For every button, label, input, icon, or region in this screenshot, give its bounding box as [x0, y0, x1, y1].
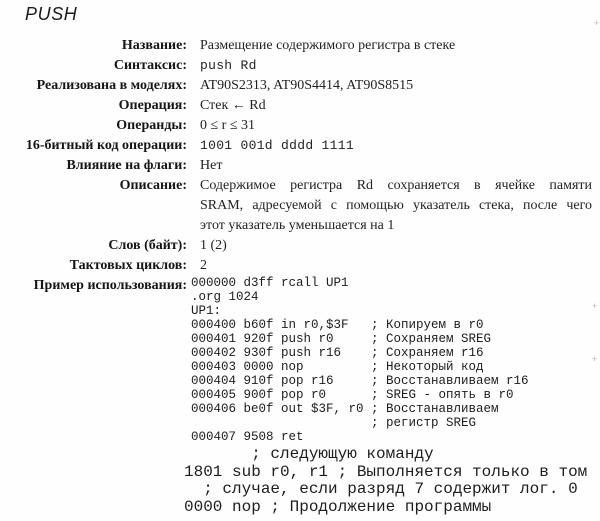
spec-row-description: [0, 176, 600, 236]
code-line: 0000 nop ; Продолжение программы: [184, 497, 492, 516]
code-line: 000000 d3ff rcall UP1: [191, 276, 349, 290]
instruction-spec-table: [0, 36, 600, 444]
spec-value-name: Размещение содержимого регистра в стеке: [200, 38, 456, 53]
scan-artifact: +: [592, 301, 598, 311]
scan-artifact: +: [594, 18, 600, 28]
code-line: .org 1024: [191, 290, 259, 304]
spec-label-models: Реализована в моделях:: [36, 78, 187, 93]
page-title: PUSH: [25, 4, 78, 24]
spec-value-example: [191, 276, 592, 444]
code-line: 000403 0000 nop ; Некоторый код: [191, 360, 484, 374]
code-line: ; случае, если разряд 7 содержит лог. 0: [184, 480, 578, 498]
spec-value-syntax: push Rd: [200, 58, 257, 73]
spec-label-example: Пример использования:: [33, 278, 187, 293]
code-line: 000402 930f push r16 ; Сохраняем r16: [191, 346, 484, 360]
spec-label-name: Название:: [121, 38, 187, 53]
code-line: ; регистр SREG: [191, 416, 477, 430]
spec-row-example: [0, 276, 600, 444]
code-line: 000404 910f pop r16 ; Восстанавливаем r16: [191, 374, 529, 388]
spec-label-syntax: Синтаксис:: [113, 58, 187, 73]
spec-label-operands: Операнды:: [116, 118, 187, 133]
spec-value-models: AT90S2313, AT90S4414, AT90S8515: [200, 78, 414, 93]
code-line: 000400 b60f in r0,$3F ; Копируем в r0: [191, 318, 484, 332]
spec-label-operation: Операция:: [118, 98, 187, 113]
spec-value-words: 1 (2): [200, 238, 227, 253]
spec-value-flags: Нет: [200, 158, 223, 173]
description-line: SRAM, адресуемой с помощью указатель стека, после чего: [200, 198, 592, 213]
code-line: 000405 900f pop r0 ; SREG - опять в r0: [191, 388, 514, 402]
spec-row-opcode: [0, 136, 600, 156]
spec-value-cycles: 2: [200, 258, 207, 273]
spec-row-flags: [0, 156, 600, 176]
spec-label-words: Слов (байт):: [108, 238, 187, 253]
code-line: UP1:: [191, 304, 222, 318]
code-line: 1801 sub r0, r1 ; Выполняется только в том: [184, 462, 588, 481]
spec-row-models: [0, 76, 600, 96]
code-line: 000407 9508 ret: [191, 430, 304, 444]
footer-code-block: [184, 446, 587, 516]
spec-label-description: Описание:: [119, 178, 187, 193]
spec-row-words: [0, 236, 600, 256]
spec-row-cycles: [0, 256, 600, 276]
spec-label-opcode: 16-битный код операции:: [25, 138, 187, 153]
spec-row-name: [0, 36, 600, 56]
spec-row-syntax: [0, 56, 600, 76]
code-line: 000401 920f push r0 ; Сохраняем SREG: [191, 332, 492, 346]
code-line: 000406 be0f out $3F, r0 ; Восстанавливаем: [191, 402, 499, 416]
spec-value-opcode: 1001 001d dddd 1111: [200, 138, 354, 153]
example-code-block: [191, 276, 592, 444]
spec-value-operands: 0 ≤ r ≤ 31: [200, 118, 256, 133]
spec-value-description: [200, 176, 592, 236]
code-line: ; следующую команду: [184, 445, 434, 463]
spec-value-operation: Стек ← Rd: [200, 98, 266, 113]
spec-row-operation: [0, 96, 600, 116]
description-line: Содержимое регистра Rd сохраняется в ячейке памяти: [200, 178, 592, 193]
description-line: этот указатель уменьшается на 1: [200, 218, 395, 233]
spec-label-flags: Влияние на флаги:: [66, 158, 187, 173]
scan-artifact: +: [592, 354, 598, 364]
spec-row-operands: [0, 116, 600, 136]
spec-label-cycles: Тактовых циклов:: [69, 258, 187, 273]
